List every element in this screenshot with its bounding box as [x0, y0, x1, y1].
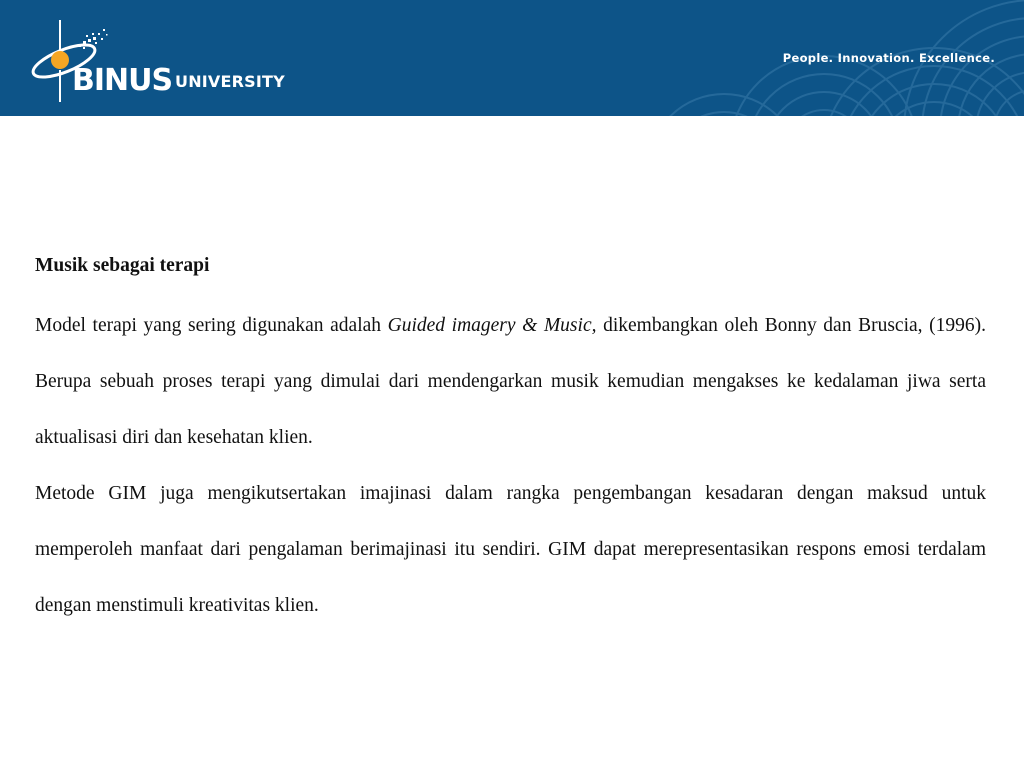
paragraph-1	[35, 298, 986, 466]
section-heading: Musik sebagai terapi	[35, 255, 210, 276]
paragraph-1-text-end: dikembangkan oleh Bonny dan Bruscia, (1996). Berupa sebuah proses terapi yang dimulai dari mendengarkan musik kemudian mengakses ke kedalaman jiwa serta aktualisasi diri dan kesehatan klien.	[35, 315, 986, 448]
slide-content	[35, 250, 986, 634]
brand-suffix: UNIVERSITY	[175, 72, 285, 91]
header-bar	[0, 0, 1024, 116]
paragraph-2: Metode GIM juga mengikutsertakan imajinasi dalam rangka pengembangan kesadaran dengan maksud untuk memperoleh manfaat dari pengalaman berimajinasi itu sendiri. GIM dapat merepresentasikan respons emosi terdalam dengan menstimuli kreativitas klien.	[35, 483, 986, 616]
paragraph-1-italic-term: Guided imagery & Music,	[387, 315, 597, 336]
brand-name: BINUS	[72, 63, 173, 98]
paragraph-1-text-start: Model terapi yang sering digunakan adalah	[35, 315, 388, 336]
tagline: People. Innovation. Excellence.	[782, 51, 995, 65]
binus-logo	[22, 14, 302, 104]
